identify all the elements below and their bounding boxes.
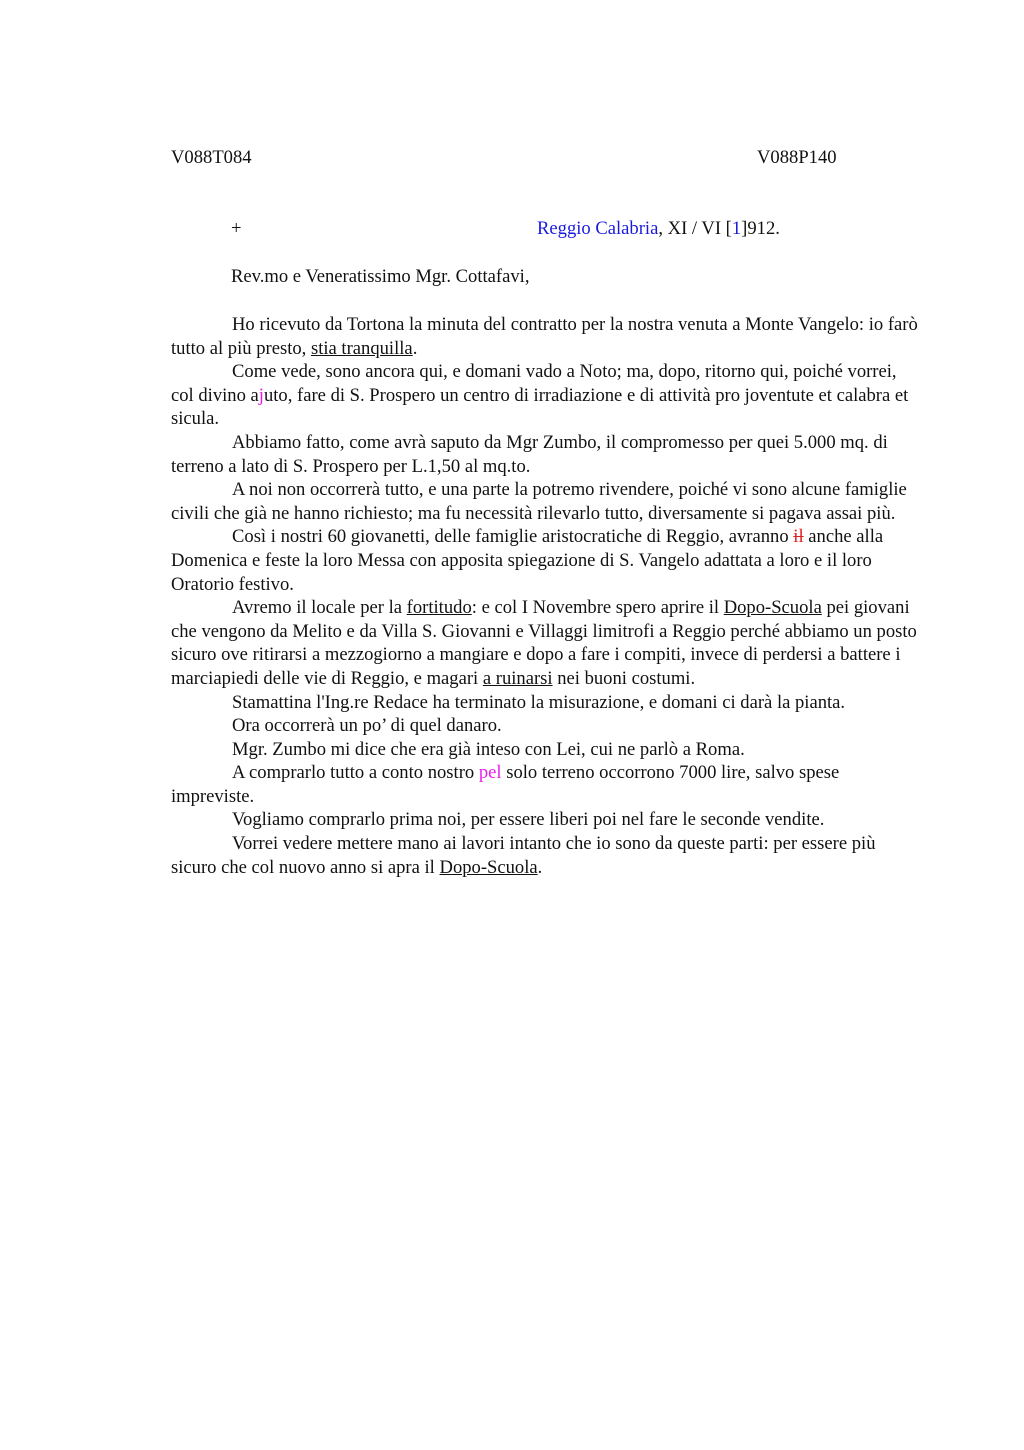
paragraph: Vorrei vedere mettere mano ai lavori intanto che io sono da queste parti: per essere più sicuro che col nuovo anno si apra il Dopo-Scuola.	[171, 833, 876, 878]
underlined-text: Dopo-Scuola	[439, 856, 538, 878]
paragraph: Abbiamo fatto, come avrà saputo da Mgr Zumbo, il compromesso per quei 5.000 mq. di terreno a lato di S. Prospero per L.1,50 al mq.to.	[171, 431, 888, 477]
salutation: Rev.mo e Veneratissimo Mgr. Cottafavi,	[231, 266, 530, 287]
underlined-text: fortitudo	[406, 597, 472, 619]
paragraph: Così i nostri 60 giovanetti, delle famiglie aristocratiche di Reggio, avranno il anche alla Domenica e feste la loro Messa con apposita spiegazione di S. Vangelo adattata a loro e il loro Oratorio festivo.	[171, 526, 884, 595]
paragraph: Avremo il locale per la fortitudo: e col I Novembre spero aprire il Dopo-Scuola pei giovani che vengono da Melito e da Villa S. Giovanni e Villaggi limitrofi a Reggio perché abbiamo un posto sicuro ove ritirarsi a mezzogiorno a mangiare e dopo a fare i compiti, invece di perdersi a battere i marciapiedi delle vie di Reggio, e magari a ruinarsi nei buoni costumi.	[171, 597, 917, 689]
underlined-text: stia tranquilla	[310, 337, 413, 359]
date-editorial-digit: 1	[731, 218, 742, 239]
place-name: Reggio Calabria	[537, 218, 659, 239]
highlighted-word: pel	[478, 762, 502, 784]
letter-body	[171, 313, 919, 879]
paragraph: Come vede, sono ancora qui, e domani vado a Noto; ma, dopo, ritorno qui, poiché vorrei, col divino ajuto, fare di S. Prospero un centro di irradiazione e di attività pro joventute et calabra et sicula.	[171, 361, 909, 430]
paragraph: A noi non occorrerà tutto, e una parte la potremo rivendere, poiché vi sono alcune famiglie civili che già ne hanno richiesto; ma fu necessità rilevarlo tutto, diversamente si pagava assai più.	[171, 479, 907, 524]
paragraph: A comprarlo tutto a conto nostro pel solo terreno occorrono 7000 lire, salvo spese impreviste.	[171, 762, 840, 807]
struck-word: il	[793, 526, 804, 548]
paragraph: Stamattina l'Ing.re Redace ha terminato la misurazione, e domani ci darà la pianta.	[232, 691, 846, 713]
paragraph: Vogliamo comprarlo prima noi, per essere liberi poi nel fare le seconde vendite.	[232, 809, 825, 831]
date-year: ]912.	[741, 218, 780, 239]
underlined-text: Dopo-Scuola	[723, 597, 822, 619]
document-code-right: V088P140	[757, 147, 837, 168]
paragraph: Ora occorrerà un po’ di quel danaro.	[232, 715, 502, 737]
paragraph: Mgr. Zumbo mi dice che era già inteso con Lei, cui ne parlò a Roma.	[232, 738, 745, 760]
underlined-text: a ruinarsi	[482, 667, 553, 689]
cross-mark: +	[231, 218, 242, 239]
dateline	[537, 218, 780, 240]
inserted-letter: j	[258, 384, 264, 406]
date-text: , XI / VI [	[658, 218, 732, 239]
paragraph: Ho ricevuto da Tortona la minuta del contratto per la nostra venuta a Monte Vangelo: io farò tutto al più presto, stia tranquilla.	[171, 314, 918, 359]
document-code-left: V088T084	[171, 147, 252, 168]
